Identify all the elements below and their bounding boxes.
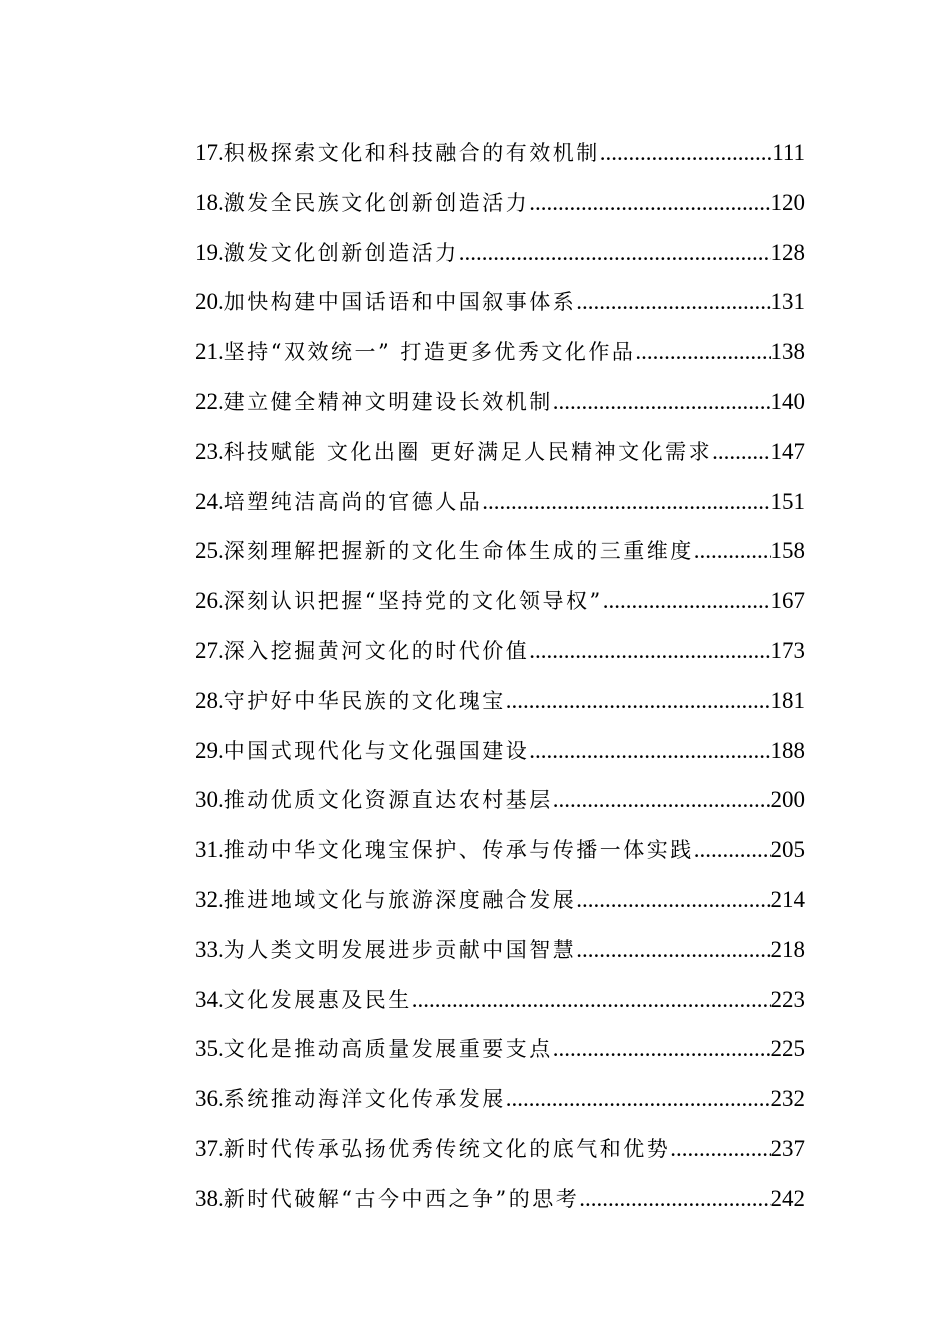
toc-entry-number: 17. — [195, 140, 224, 165]
toc-entry-title: 新时代传承弘扬优秀传统文化的底气和优势 — [223, 1136, 671, 1161]
toc-entry — [195, 327, 805, 377]
toc-entry — [195, 1174, 805, 1224]
toc-entry-title: 新时代破解“古今中西之争”的思考 — [223, 1186, 580, 1211]
toc-dot-leader — [694, 526, 771, 576]
toc-dot-leader — [579, 1174, 770, 1224]
toc-entry — [195, 825, 805, 875]
toc-entry-number: 23. — [195, 438, 224, 464]
toc-entry-number: 36. — [195, 1086, 224, 1112]
toc-entry-page: 147 — [770, 438, 805, 464]
toc-entry-page: 218 — [770, 936, 805, 962]
toc-entry-title: 坚持“双效统一” 打造更多优秀文化作品 — [223, 340, 636, 365]
toc-entry-number: 21. — [195, 339, 224, 365]
toc-dot-leader — [529, 178, 770, 228]
toc-dot-leader — [529, 626, 770, 676]
table-of-contents — [195, 128, 805, 1224]
toc-entry-title: 文化是推动高质量发展重要支点 — [223, 1037, 553, 1062]
toc-entry-title: 积极探索文化和科技融合的有效机制 — [223, 141, 600, 165]
toc-entry-title: 守护好中华民族的文化瑰宝 — [223, 688, 506, 713]
toc-entry — [195, 526, 805, 576]
toc-entry — [195, 1124, 805, 1174]
toc-entry-number: 28. — [195, 687, 224, 713]
toc-entry-title: 激发全民族文化创新创造活力 — [223, 190, 530, 215]
toc-entry-page: 237 — [770, 1135, 805, 1161]
toc-entry-number: 32. — [195, 886, 224, 912]
toc-dot-leader — [670, 1124, 770, 1174]
toc-dot-leader — [553, 377, 771, 427]
toc-entry-number: 25. — [195, 538, 224, 564]
toc-entry-page: 225 — [770, 1036, 805, 1062]
toc-entry-title: 为人类文明发展进步贡献中国智慧 — [223, 937, 577, 962]
toc-entry — [195, 1074, 805, 1124]
toc-entry-page: 223 — [770, 986, 805, 1012]
toc-entry-page: 214 — [770, 886, 805, 912]
toc-dot-leader — [553, 775, 771, 825]
toc-dot-leader — [553, 1024, 771, 1074]
toc-dot-leader — [635, 327, 770, 377]
toc-entry-number: 18. — [195, 189, 224, 215]
toc-entry-page: 167 — [770, 588, 805, 614]
toc-entry-page: 205 — [770, 837, 805, 863]
toc-entry-title: 激发文化创新创造活力 — [223, 240, 459, 265]
toc-dot-leader — [576, 277, 770, 327]
toc-entry-page: 111 — [772, 140, 805, 165]
toc-entry-number: 22. — [195, 388, 224, 414]
toc-entry — [195, 626, 805, 676]
toc-entry-number: 27. — [195, 637, 224, 663]
toc-entry-number: 33. — [195, 936, 224, 962]
toc-entry-title: 推动中华文化瑰宝保护、传承与传播一体实践 — [223, 838, 694, 863]
toc-dot-leader — [459, 228, 771, 278]
toc-dot-leader — [603, 576, 771, 626]
toc-entry-page: 181 — [770, 687, 805, 713]
toc-entry — [195, 676, 805, 726]
toc-entry — [195, 377, 805, 427]
toc-entry-page: 173 — [770, 637, 805, 663]
toc-dot-leader — [576, 925, 770, 975]
toc-entry — [195, 178, 805, 228]
toc-entry-number: 35. — [195, 1036, 224, 1062]
toc-entry-page: 140 — [770, 388, 805, 414]
toc-entry-page: 138 — [770, 339, 805, 365]
toc-entry — [195, 726, 805, 776]
toc-entry — [195, 775, 805, 825]
toc-entry-title: 系统推动海洋文化传承发展 — [223, 1087, 506, 1112]
toc-entry-page: 151 — [770, 488, 805, 514]
toc-entry-page: 128 — [770, 239, 805, 265]
toc-entry-page: 200 — [770, 787, 805, 813]
toc-entry-number: 37. — [195, 1135, 224, 1161]
toc-entry-number: 30. — [195, 787, 224, 813]
toc-entry-number: 24. — [195, 488, 224, 514]
toc-entry-title: 深入挖掘黄河文化的时代价值 — [223, 638, 530, 663]
toc-entry — [195, 277, 805, 327]
toc-entry-title: 推动优质文化资源直达农村基层 — [223, 788, 553, 813]
toc-entry-title: 加快构建中国话语和中国叙事体系 — [223, 290, 577, 315]
toc-entry — [195, 925, 805, 975]
toc-entry-page: 232 — [770, 1086, 805, 1112]
toc-dot-leader — [576, 875, 770, 925]
toc-entry — [195, 228, 805, 278]
toc-entry-number: 38. — [195, 1185, 224, 1211]
toc-entry-number: 26. — [195, 588, 224, 614]
toc-entry-page: 188 — [770, 737, 805, 763]
toc-entry — [195, 477, 805, 527]
toc-entry — [195, 576, 805, 626]
toc-entry-number: 20. — [195, 289, 224, 315]
toc-entry-page: 120 — [770, 189, 805, 215]
toc-dot-leader — [482, 477, 770, 527]
toc-entry — [195, 128, 805, 178]
toc-entry-page: 131 — [770, 289, 805, 315]
toc-dot-leader — [412, 975, 771, 1025]
toc-dot-leader — [600, 128, 772, 178]
toc-entry-title: 建立健全精神文明建设长效机制 — [223, 389, 553, 414]
toc-entry — [195, 875, 805, 925]
toc-entry-title: 深刻理解把握新的文化生命体生成的三重维度 — [223, 539, 694, 564]
toc-entry — [195, 975, 805, 1025]
toc-entry-number: 34. — [195, 986, 224, 1012]
toc-entry-number: 29. — [195, 737, 224, 763]
toc-entry-title: 推进地域文化与旅游深度融合发展 — [223, 887, 577, 912]
toc-entry-title: 深刻认识把握“坚持党的文化领导权” — [223, 589, 603, 614]
toc-entry-title: 中国式现代化与文化强国建设 — [223, 738, 530, 763]
toc-entry-number: 31. — [195, 837, 224, 863]
toc-entry-number: 19. — [195, 239, 224, 265]
toc-dot-leader — [712, 427, 770, 477]
toc-entry-title: 培塑纯洁高尚的官德人品 — [223, 489, 483, 514]
toc-entry-title: 文化发展惠及民生 — [223, 987, 412, 1012]
toc-dot-leader — [506, 1074, 771, 1124]
toc-entry-title: 科技赋能 文化出圈 更好满足人民精神文化需求 — [223, 439, 713, 464]
toc-entry — [195, 1024, 805, 1074]
toc-dot-leader — [529, 726, 770, 776]
toc-dot-leader — [694, 825, 771, 875]
toc-dot-leader — [506, 676, 771, 726]
toc-entry-page: 158 — [770, 538, 805, 564]
toc-entry — [195, 427, 805, 477]
toc-entry-page: 242 — [770, 1185, 805, 1211]
